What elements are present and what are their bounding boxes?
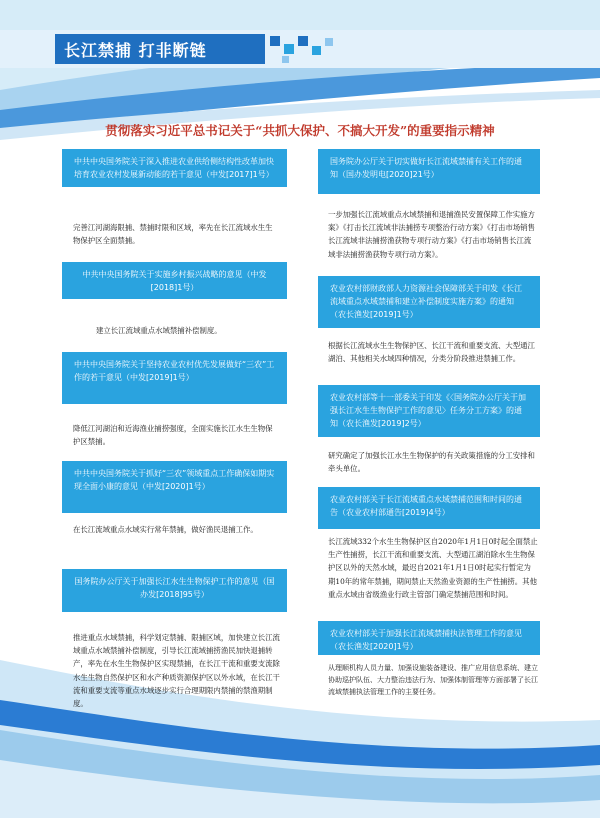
policy-card-title: 中共中央国务院关于深入推进农业供给侧结构性改革加快培育农业农村发展新动能的若干意见（中发[2017]1号） [74, 157, 274, 179]
policy-card-right-4 [318, 487, 540, 529]
policy-card-left-2 [62, 262, 287, 299]
policy-note-right-2: 根据长江流域水生生物保护区、长江干流和重要支流、大型通江湖泊、其他相关水域四种情况，分类分阶段推进禁捕工作。 [328, 341, 535, 364]
policy-note-left-3: 降低江河湖泊和近海渔业捕捞强度，全面实施长江水生生物保护区禁捕。 [73, 424, 273, 447]
policy-card-title: 国务院办公厅关于加强长江水生生物保护工作的意见（国办发[2018]95号） [74, 577, 275, 599]
policy-card-title: 中共中央国务院关于实施乡村振兴战略的意见（中发[2018]1号） [82, 270, 267, 292]
policy-note-right-5: 从理顺机构人员力量、加强设施装备建设、推广应用信息系统、建立协助巡护队伍、大力整治违法行为、加强体制管理等方面部署了长江流域禁捕执法管理工作的主要任务。 [328, 664, 538, 696]
policy-card-left-5 [62, 569, 287, 612]
policy-card-right-5 [318, 621, 540, 655]
policy-note-right-4: 长江流域332个水生生物保护区自2020年1月1日0时起全面禁止生产性捕捞，长江干流和重要支流、大型通江湖泊除水生生物保护区以外的天然水域，最迟自2021年1月1日0时起实行暂定为期10年的常年禁捕，期间禁止天然渔业资源的生产性捕捞。其他重点水域由省级渔业行政主管部门确定禁捕范围和时间。 [328, 537, 538, 599]
policy-card-right-2 [318, 276, 540, 328]
policy-card-title: 国务院办公厅关于切实做好长江流域禁捕有关工作的通知（国办发明电[2020]21号） [330, 157, 522, 179]
policy-card-left-3 [62, 352, 287, 404]
policy-note-left-2: 建立长江流域重点水域禁捕补偿制度。 [96, 326, 222, 335]
policy-note-left-4: 在长江流域重点水域实行常年禁捕，做好渔民退捕工作。 [73, 525, 258, 534]
policy-note-left-1: 完善江河湖海限捕、禁捕时限和区域，率先在长江流域水生生物保护区全面禁捕。 [73, 223, 273, 246]
header-title: 长江禁捕 打非断链 [64, 41, 207, 60]
main-title: 贯彻落实习近平总书记关于“共抓大保护、不搞大开发”的重要指示精神 [105, 123, 495, 138]
policy-note-left-5: 推进重点水域禁捕，科学划定禁捕、限捕区域，加快建立长江流域重点水域禁捕补偿制度，引导长江流域捕捞渔民加快退捕转产，率先在水生生物保护区实现禁捕，在长江干流和重要支流除水生生物自然保护区和水产种质资源保护区以外水域，在长江干流和重要支流等重点水域逐步实行合理期限内禁捕的禁渔期制度。 [73, 633, 280, 709]
top-wave-background [0, 0, 600, 140]
policy-card-title: 农业农村部等十一部委关于印发《〈国务院办公厅关于加强长江水生生物保护工作的意见〉任务分工方案》的通知（农长渔发[2019]2号） [330, 393, 526, 428]
policy-note-right-1: 一步加强长江流域重点水域禁捕和退捕渔民安置保障工作实施方案》《打击长江流域非法捕捞专项整治行动方案》《打击市场销售长江流域非法捕捞渔获物专项行动方案》《打击市场销售长江流域非法捕捞渔获物专项行动方案》。 [328, 210, 535, 259]
policy-card-title: 农业农村部财政部人力资源社会保障部关于印发《长江流域重点水域禁捕和建立补偿制度实施方案》的通知（农长渔发[2019]1号） [330, 284, 522, 319]
policy-card-left-1 [62, 149, 287, 187]
policy-card-title: 中共中央国务院关于坚持农业农村优先发展做好“三农”工作的若干意见（中发[2019]1号） [74, 360, 275, 382]
policy-note-right-3: 研究确定了加强长江水生生物保护的有关政策措施的分工安排和牵头单位。 [328, 451, 535, 474]
policy-card-title: 农业农村部关于长江流域重点水域禁捕范围和时间的通告（农业农村部通告[2019]4号） [330, 495, 522, 517]
policy-card-title: 中共中央国务院关于抓好“三农”领域重点工作确保如期实现全面小康的意见（中发[2020]1号） [74, 469, 275, 491]
decorative-squares-icon [268, 32, 338, 66]
policy-card-right-1 [318, 149, 540, 194]
policy-card-right-3 [318, 385, 540, 437]
policy-card-left-4 [62, 461, 287, 513]
policy-card-title: 农业农村部关于加强长江流域禁捕执法管理工作的意见（农长渔发[2020]1号） [330, 629, 522, 651]
